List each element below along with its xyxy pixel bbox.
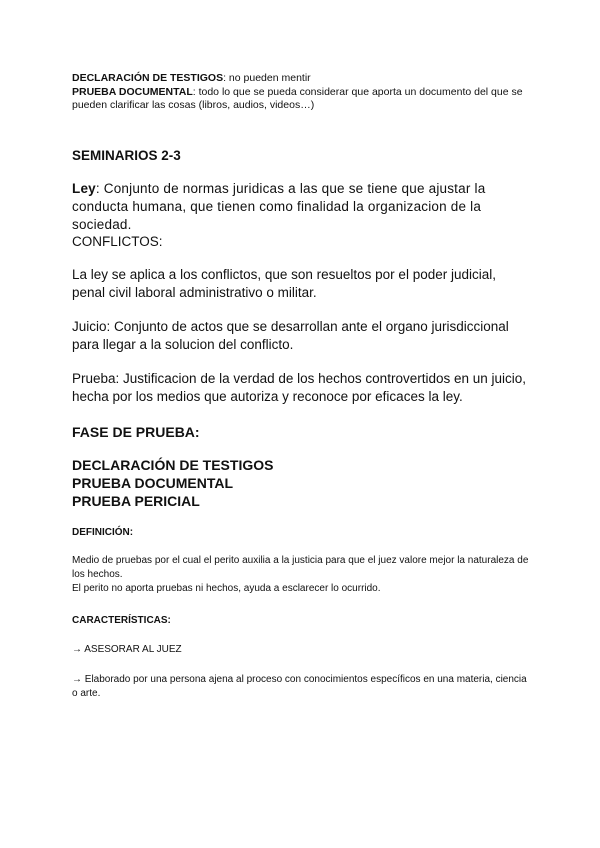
fase-item-testigos: DECLARACIÓN DE TESTIGOS <box>72 457 274 473</box>
juicio-paragraph: Juicio: Conjunto de actos que se desarrollan ante el organo jurisdiccional para llegar a la solucion del conflicto. <box>72 319 509 352</box>
fase-item-documental: PRUEBA DOCUMENTAL <box>72 475 233 491</box>
note-documental-term: PRUEBA DOCUMENTAL <box>72 85 193 98</box>
note-documental <box>72 86 532 113</box>
definicion-line-2: El perito no aporta pruebas ni hechos, ayuda a esclarecer lo ocurrido. <box>72 583 381 594</box>
note-documental-text: : todo lo que se pueda considerar que aporta un documento del que se pueden clarificar las cosas (libros, audios, videos…) <box>72 85 523 111</box>
note-testigos-term: DECLARACIÓN DE TESTIGOS <box>72 72 224 84</box>
caracteristicas-heading: CARACTERÍSTICAS: <box>72 615 171 626</box>
prueba-paragraph: Prueba: Justificacion de la verdad de los hechos controvertidos en un juicio, hecha por los medios que autoriza y reconoce por eficaces la ley. <box>72 371 527 404</box>
conflictos-label: CONFLICTOS: <box>72 234 163 249</box>
caracteristica-item-2: → Elaborado por una persona ajena al proceso con conocimientos específicos en una materia, ciencia o arte. <box>72 674 527 699</box>
definicion-body <box>72 554 532 596</box>
ley-definition <box>72 180 532 234</box>
definicion-line-1: Medio de pruebas por el cual el perito auxilia a la justicia para que el juez valore mejor la naturaleza de los hechos. <box>72 555 529 580</box>
fase-heading: FASE DE PRUEBA: <box>72 424 200 440</box>
caracteristica-item-1: → ASESORAR AL JUEZ <box>72 644 182 655</box>
top-notes <box>72 72 532 113</box>
seminarios-heading: SEMINARIOS 2-3 <box>72 148 181 163</box>
definicion-heading: DEFINICIÓN: <box>72 527 134 538</box>
ley-term: Ley <box>72 181 96 196</box>
fase-item-pericial: PRUEBA PERICIAL <box>72 493 200 509</box>
note-testigos-text: : no pueden mentir <box>223 72 311 84</box>
fase-list <box>72 456 532 510</box>
note-testigos <box>72 72 532 86</box>
ley-text: : Conjunto de normas juridicas a las que se tiene que ajustar la conducta humana, que tienen como finalidad la organizacion de la sociedad. <box>72 181 486 232</box>
ley-aplica-paragraph: La ley se aplica a los conflictos, que son resueltos por el poder judicial, penal civil laboral administrativo o militar. <box>72 267 496 300</box>
